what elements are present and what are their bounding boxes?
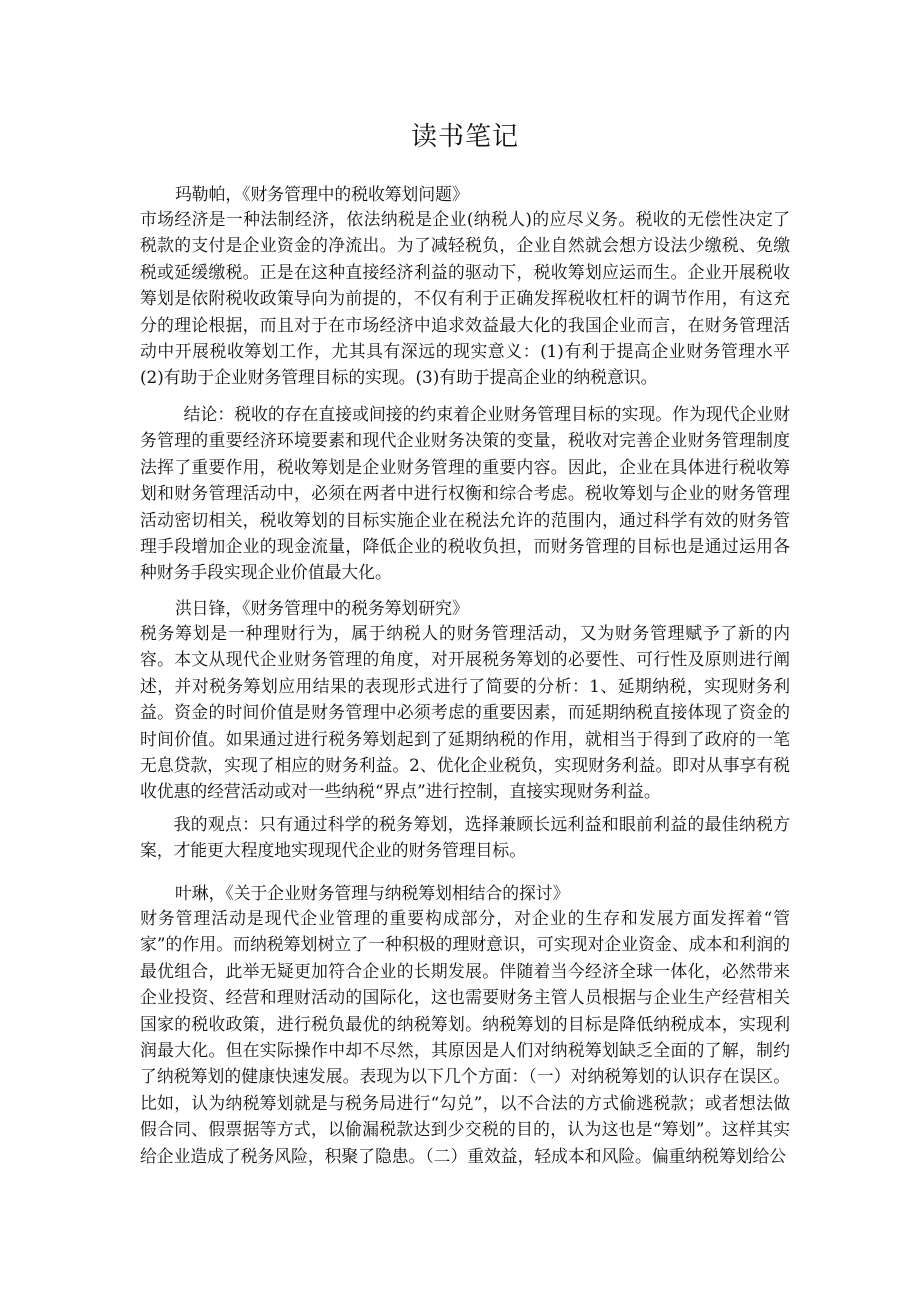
- section-2-body: 税务筹划是一种理财行为，属于纳税人的财务管理活动，又为财务管理赋予了新的内容。本文从现代企业财务管理的角度，对开展税务筹划的必要性、可行性及原则进行阐述，并对税务筹划应用结果的表现形式进行了简要的分析：1、延期纳税，实现财务利益。资金的时间价值是财务管理中必须考虑的重要因素，而延期纳税直接体现了资金的时间价值。如果通过进行税务筹划起到了延期纳税的作用，就相当于得到了政府的一笔无息贷款，实现了相应的财务利益。2、优化企业税负，实现财务利益。即对从事享有税收优惠的经营活动或对一些纳税“界点”进行控制，直接实现财务利益。: [140, 623, 790, 802]
- section-1-source: 玛勒帕，《财务管理中的税收筹划问题》: [175, 184, 469, 204]
- section-1-note: 结论：税收的存在直接或间接的约束着企业财务管理目标的实现。作为现代企业财务管理的重要经济环境要素和现代企业财务决策的变量，税收对完善企业财务管理制度法挥了重要作用，税收筹划是企业财务管理的重要内容。因此，企业在具体进行税收筹划和财务管理活动中，必须在两者中进行权衡和综合考虑。税收筹划与企业的财务管理活动密切相关，税收筹划的目标实施企业在税法允许的范围内，通过科学有效的财务管理手段增加企业的现金流量，降低企业的税收负担，而财务管理的目标也是通过运用各种财务手段实现企业价值最大化。: [140, 404, 790, 583]
- document-title: 读书笔记: [410, 122, 519, 152]
- section-1-body: 市场经济是一种法制经济，依法纳税是企业(纳税人)的应尽义务。税收的无偿性决定了税款的支付是企业资金的净流出。为了减轻税负，企业自然就会想方设法少缴税、免缴税或延缓缴税。正是在这种直接经济利益的驱动下，税收筹划应运而生。企业开展税收筹划是依附税收政策导向为前提的，不仅有利于正确发挥税收杠杆的调节作用，有这充分的理论根据，而且对于在市场经济中追求效益最大化的我国企业而言，在财务管理活动中开展税收筹划工作，尤其具有深远的现实意义：(1)有利于提高企业财务管理水平(2)有助于企业财务管理目标的实现。(3)有助于提高企业的纳税意识。: [140, 209, 790, 388]
- section-3-source: 叶琳，《关于企业财务管理与纳税筹划相结合的探讨》: [175, 883, 570, 903]
- section-2-source: 洪日锋，《财务管理中的税务筹划研究》: [175, 598, 469, 618]
- section-3-body: 财务管理活动是现代企业管理的重要构成部分，对企业的生存和发展方面发挥着“管家”的作用。而纳税筹划树立了一种积极的理财意识，可实现对企业资金、成本和利润的最优组合，此举无疑更加符合企业的长期发展。伴随着当今经济全球一体化，必然带来企业投资、经营和理财活动的国际化，这也需要财务主管人员根据与企业生产经营相关国家的税收政策，进行税负最优的纳税筹划。纳税筹划的目标是降低纳税成本，实现利润最大化。但在实际操作中却不尽然，其原因是人们对纳税筹划缺乏全面的了解，制约了纳税筹划的健康快速发展。表现为以下几个方面：（一）对纳税筹划的认识存在误区。比如，认为纳税筹划就是与税务局进行“勾兑”，以不合法的方式偷逃税款；或者想法做假合同、假票据等方式，以偷漏税款达到少交税的目的，认为这也是“筹划”。这样其实给企业造成了税务风险，积聚了隐患。（二）重效益，轻成本和风险。偏重纳税筹划给公: [140, 908, 790, 1166]
- section-2-note: 我的观点：只有通过科学的税务筹划，选择兼顾长远利益和眼前利益的最佳纳税方案，才能更大程度地实现现代企业的财务管理目标。: [140, 814, 790, 861]
